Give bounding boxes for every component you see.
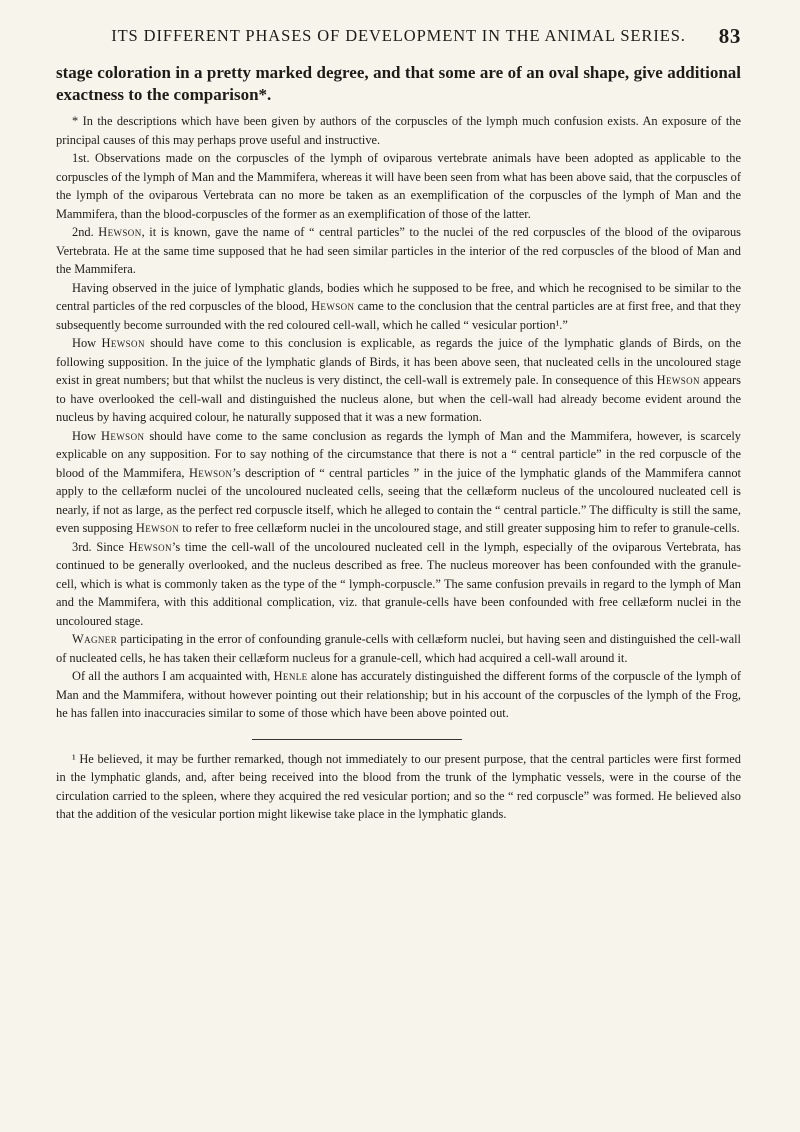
note-paragraph [56, 538, 741, 631]
author-name: Hewson [101, 428, 145, 443]
note-text: to refer to free cellæform nuclei in the uncoloured stage, and still greater supposing him to refer to granule-cells. [179, 521, 740, 535]
footnote-rule [252, 739, 462, 740]
note-text: ’s description of “ central particles ” in the juice of the lymphatic glands of the Mammifera cannot apply to the cellæform nuclei of the uncoloured nucleated cells, seeing that the cellæform nucleus of the uncoloured nucleated cell is nearly, if not as large, as the perfect red corpuscle itself, which he alleged to contain the “ central particle.” The difficulty is still the same, even supposing [56, 465, 741, 535]
author-name: Hewson [311, 299, 355, 313]
note-text: How [72, 428, 102, 443]
note-text: Of all the authors I am acquainted with, [72, 669, 274, 683]
note-paragraph [56, 630, 741, 667]
note-text: alone has accurately distinguished the different forms of the corpuscle of the lymph of Man and the Mammifera, without however pointing out their relationship; but in his account of the corpuscles of the lymph of the Frog, he has fallen into inaccuracies similar to some of those which have been above pointed out. [56, 669, 741, 720]
note-paragraph [56, 223, 741, 279]
author-name: Wagner [72, 632, 118, 646]
note-text: Having observed in the juice of lymphatic glands, bodies which he supposed to be free, and which he recognised to be similar to the central particles of the red corpuscles of the blood, [56, 280, 741, 313]
note-text: participating in the error of confounding granule-cells with cellæform nuclei, but having seen and distinguished the cell-wall of nucleated cells, he has taken their cellæform nucleus for a granule-cell, which had acquired a cell-wall around it. [56, 632, 741, 665]
footnote: ¹ He believed, it may be further remarked, though not immediately to our present purpose, that the central particles were first formed in the lymphatic glands, and, after being received into the blood from the trunk of the lymphatic vessels, were in the course of the circulation carried to the spleen, where they acquired the red vesicular portion; and so the “ red corpuscle” was formed. He believed also that the addition of the vesicular portion might likewise take place in the lymphatic glands. [56, 751, 741, 821]
notes-section [56, 112, 741, 723]
book-page [56, 24, 741, 824]
author-name: Hewson [656, 373, 700, 387]
note-text: How [72, 336, 102, 350]
note-paragraph [56, 427, 741, 538]
note-text: , it is known, gave the name of “ central particles” to the nuclei of the red corpuscles of the blood of the oviparous Vertebrata. He at the same time supposed that he had seen similar particles in the interior of the red corpuscles of the blood of Man and the Mammifera. [56, 225, 742, 276]
running-title: ITS DIFFERENT PHASES OF DEVELOPMENT IN THE ANIMAL SERIES. [111, 26, 686, 45]
note-paragraph [56, 149, 741, 223]
author-name: Hewson [188, 465, 233, 480]
note-text: * In the descriptions which have been given by authors of the corpuscles of the lymph much confusion exists. An exposure of the principal causes of this may perhaps prove useful and instructive. [56, 114, 741, 147]
note-paragraph [56, 279, 741, 335]
note-text: came to the conclusion that the central particles are at first free, and that they subsequently become surrounded with the red coloured cell-wall, which he called “ vesicular portion¹.” [56, 299, 741, 332]
note-text: 3rd. Since [72, 539, 129, 554]
author-name: Henle [273, 669, 308, 683]
author-name: Hewson [135, 521, 180, 535]
note-paragraph [56, 334, 741, 427]
note-text: should have come to the same conclusion as regards the lymph of Man and the Mammifera, however, is scarcely explicable on any supposition. For to say nothing of the circumstance that there is not a “ central particle” in the red corpuscle of the blood of the Mammifera, [56, 428, 741, 480]
author-name: Hewson [128, 539, 172, 554]
note-paragraph [56, 112, 741, 149]
note-paragraph [56, 667, 741, 723]
note-text: appears to have overlooked the cell-wall and distinguished the nucleus alone, but when the cell-wall had already become evident around the nucleus by having acquired colour, he naturally supposed that it was a new formation. [56, 373, 741, 424]
page-number: 83 [718, 24, 741, 48]
note-text: should have come to this conclusion is explicable, as regards the juice of the lymphatic glands of Birds, on the following supposition. In the juice of the lymphatic glands of Birds, it has been above seen, that nucleated cells in the uncoloured stage exist in great numbers; but that whilst the nucleus is very distinct, the cell-wall is extremely pale. In consequence of this [56, 336, 741, 387]
note-text: ’s time the cell-wall of the uncoloured nucleated cell in the lymph, especially of the oviparous Vertebrata, has continued to be generally overlooked, and the nucleus described as free. The nucleus moreover has been confounded with the granule-cell, which is what is commonly taken as the type of the “ lymph-corpuscle.” The same confusion prevails in regard to the lymph of Man and the Mammifera, with this additional complication, viz. that granule-cells have been confounded with free cellæform nuclei in the uncoloured stage. [56, 539, 741, 628]
main-paragraph: stage coloration in a pretty marked degree, and that some are of an oval shape, give additional exactness to the comparison*. [56, 63, 741, 104]
note-text: 1st. Observations made on the corpuscles of the lymph of oviparous vertebrate animals have been adopted as applicable to the corpuscles of the lymph of Man and the Mammifera, whereas it will have been seen from what has been above said, that the corpuscles of the lymph of the oviparous Vertebrata can no more be taken as an exemplification of the corpuscles of the lymph of Man and the Mammifera, than the blood-corpuscles of the former as an exemplification of those of the latter. [56, 151, 741, 221]
author-name: Hewson [98, 225, 142, 239]
author-name: Hewson [101, 336, 145, 350]
running-header [56, 24, 741, 54]
note-text: 2nd. [72, 225, 99, 239]
